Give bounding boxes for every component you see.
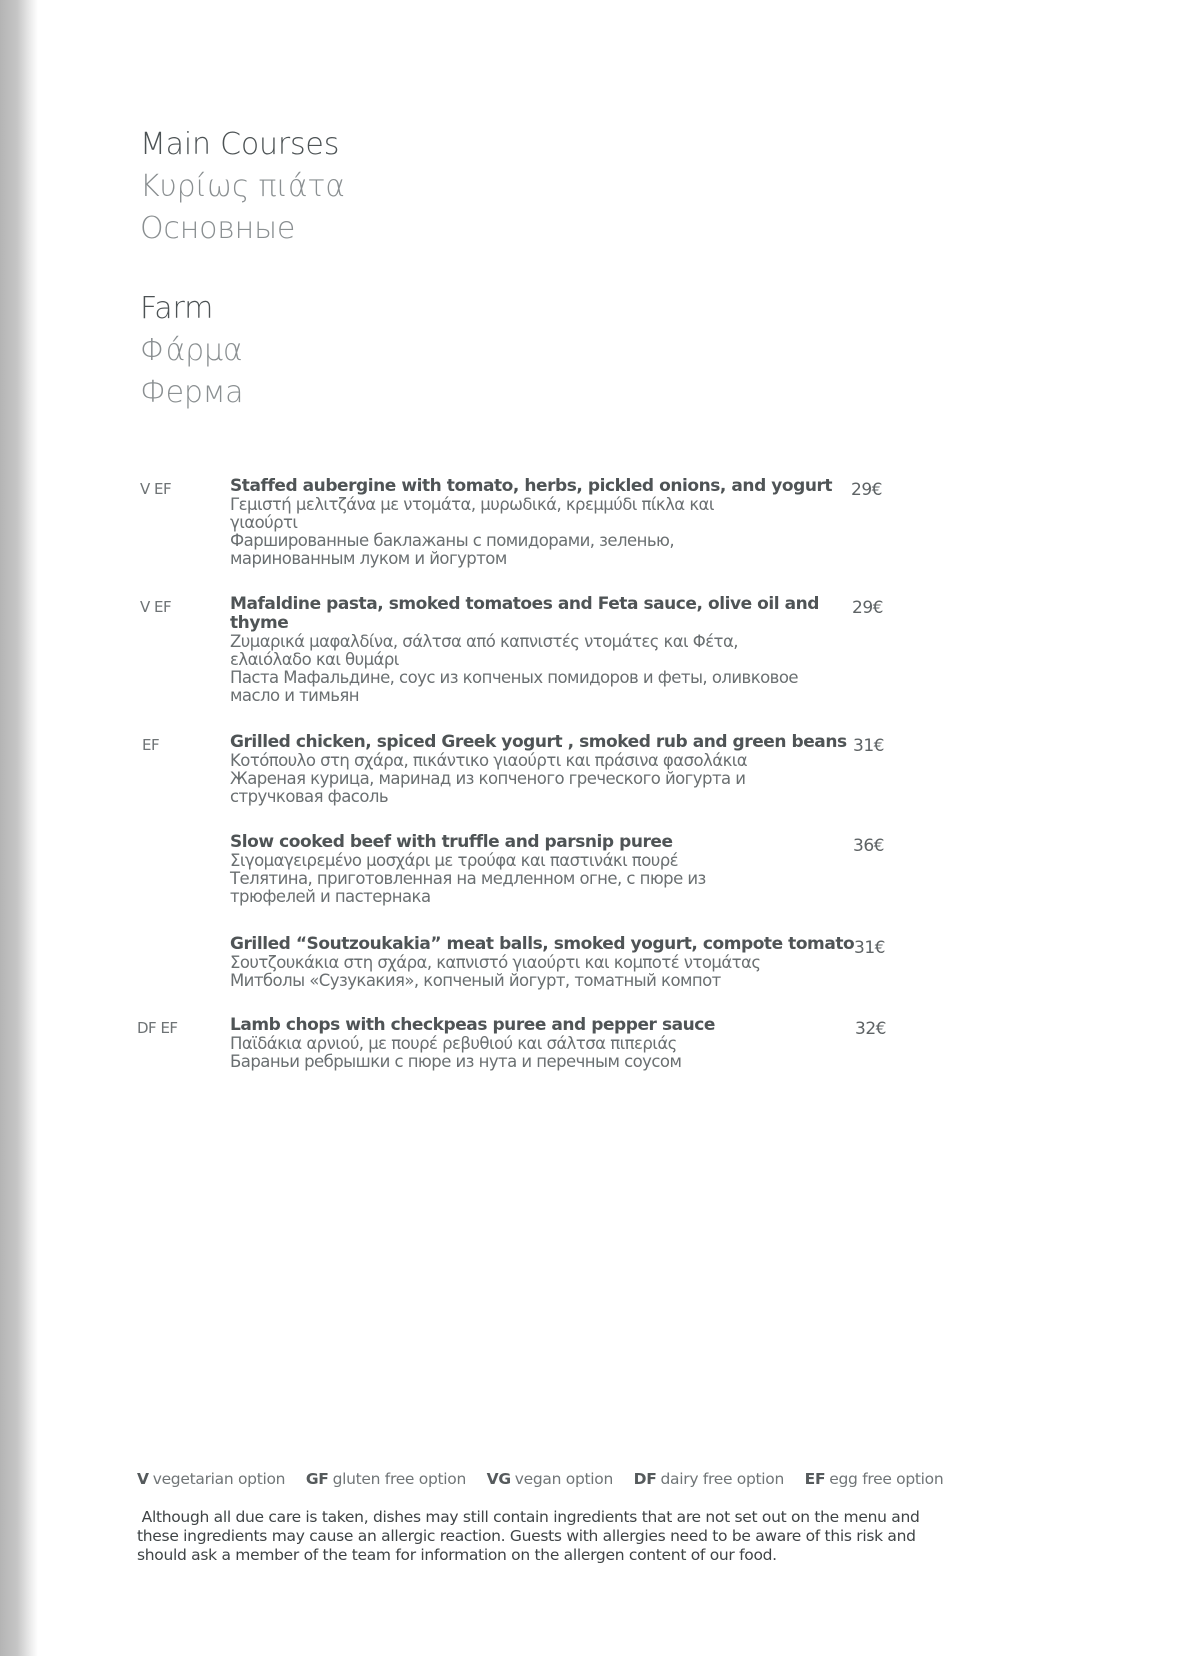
dietary-tags: DF EF [137, 1019, 178, 1037]
dish-name-en: Lamb chops with checkpeas puree and pepper sauce [230, 1015, 716, 1035]
dish-name-ru: Паста Мафальдине, соус из копченых помидоров и феты, оливковое масло и тимьян [230, 668, 798, 705]
dish-name-gr: Γεμιστή μελιτζάνα με ντομάτα, μυρωδικά, κρεμμύδι πίκλα και γιαούρτι [230, 495, 714, 532]
section-title-gr: Κυρίως πιάτα [140, 169, 345, 204]
dish-description [230, 732, 847, 806]
legend-code: EF [804, 1470, 826, 1488]
subsection-title-gr: Φάρμα [140, 333, 243, 368]
menu-headings [140, 124, 345, 414]
dish-name-en: Slow cooked beef with truffle and parsnip puree [230, 832, 673, 852]
dish-name-gr: Σουτζουκάκια στη σχάρα, καπνιστό γιαούρτι και κομποτέ ντομάτας [230, 953, 761, 972]
subsection-title-en: Farm [140, 291, 214, 326]
legend-label: vegan option [514, 1470, 613, 1488]
dish-name-gr: Ζυμαρικά μαφαλδίνα, σάλτσα από καπνιστές ντομάτες και Φέτα, ελαιόλαδο και θυμάρι [230, 632, 738, 669]
legend-vegetarian [137, 1470, 285, 1488]
legend-code: VG [486, 1470, 511, 1488]
dietary-tags: V EF [140, 480, 172, 498]
legend-dairy-free [634, 1470, 784, 1488]
dish-description [230, 477, 840, 568]
section-title-ru: Основные [140, 211, 296, 246]
dish-name-gr: Παϊδάκια αρνιού, με πουρέ ρεβυθιού και σάλτσα πιπεριάς [230, 1034, 677, 1053]
dish-name-en: Staffed aubergine with tomato, herbs, pickled onions, and yogurt [230, 476, 833, 496]
legend-label: dairy free option [660, 1470, 785, 1488]
page-edge-shadow [0, 0, 38, 1656]
dish-name-en: Grilled “Soutzoukakia” meat balls, smoked yogurt, compote tomato [230, 934, 855, 954]
dish-name-ru: Митболы «Сузукакия», копченый йогурт, томатный компот [230, 971, 721, 990]
dish-price: 31€ [853, 736, 884, 756]
dish-name-en: Grilled chicken, spiced Greek yogurt , smoked rub and green beans [230, 732, 847, 752]
dish-name-en: Mafaldine pasta, smoked tomatoes and Feta sauce, olive oil and thyme [230, 594, 819, 633]
dish-name-gr: Σιγομαγειρεμένο μοσχάρι με τρούφα και παστινάκι πουρέ [230, 851, 679, 870]
dietary-tags: V EF [140, 598, 172, 616]
dish-name-gr: Κοτόπουλο στη σχάρα, πικάντικο γιαούρτι και πράσινα φασολάκια [230, 751, 748, 770]
legend-egg-free [805, 1470, 944, 1488]
legend-code: GF [305, 1470, 329, 1488]
dish-description [230, 595, 840, 705]
dish-name-ru: Фаршированные баклажаны с помидорами, зеленью, маринованным луком и йогуртом [230, 531, 675, 568]
dish-description [230, 833, 840, 906]
subsection-title-ru: Ферма [140, 375, 244, 410]
legend-label: vegetarian option [152, 1470, 286, 1488]
subsection-heading [140, 288, 345, 414]
dish-price: 29€ [851, 480, 882, 500]
legend-vegan [487, 1470, 613, 1488]
dish-name-ru: Телятина, приготовленная на медленном огне, с пюре из трюфелей и пастернака [230, 869, 706, 906]
section-heading [140, 124, 345, 250]
legend-gluten-free [306, 1470, 466, 1488]
dish-name-ru: Жареная курица, маринад из копченого греческого йогурта и стручковая фасоль [230, 769, 746, 806]
dish-description [230, 934, 855, 990]
legend-code: V [137, 1470, 149, 1488]
dish-price: 32€ [855, 1019, 886, 1039]
dish-price: 31€ [854, 938, 885, 958]
dish-price: 29€ [852, 598, 883, 618]
allergen-disclaimer: Although all due care is taken, dishes may still contain ingredients that are not set out on the menu and these ingredients may cause an allergic reaction. Guests with allergies need to be aware of this risk and should ask a member of the team for information on the allergen content of our food. [137, 1508, 925, 1564]
legend-code: DF [633, 1470, 657, 1488]
legend-label: egg free option [829, 1470, 944, 1488]
section-title-en: Main Courses [140, 127, 340, 162]
legend-label: gluten free option [332, 1470, 467, 1488]
dietary-legend [137, 1470, 959, 1488]
dietary-tags: EF [142, 736, 160, 754]
dish-price: 36€ [853, 836, 884, 856]
dish-name-ru: Бараньи ребрышки с пюре из нута и перечным соусом [230, 1052, 682, 1071]
dish-description [230, 1016, 840, 1071]
